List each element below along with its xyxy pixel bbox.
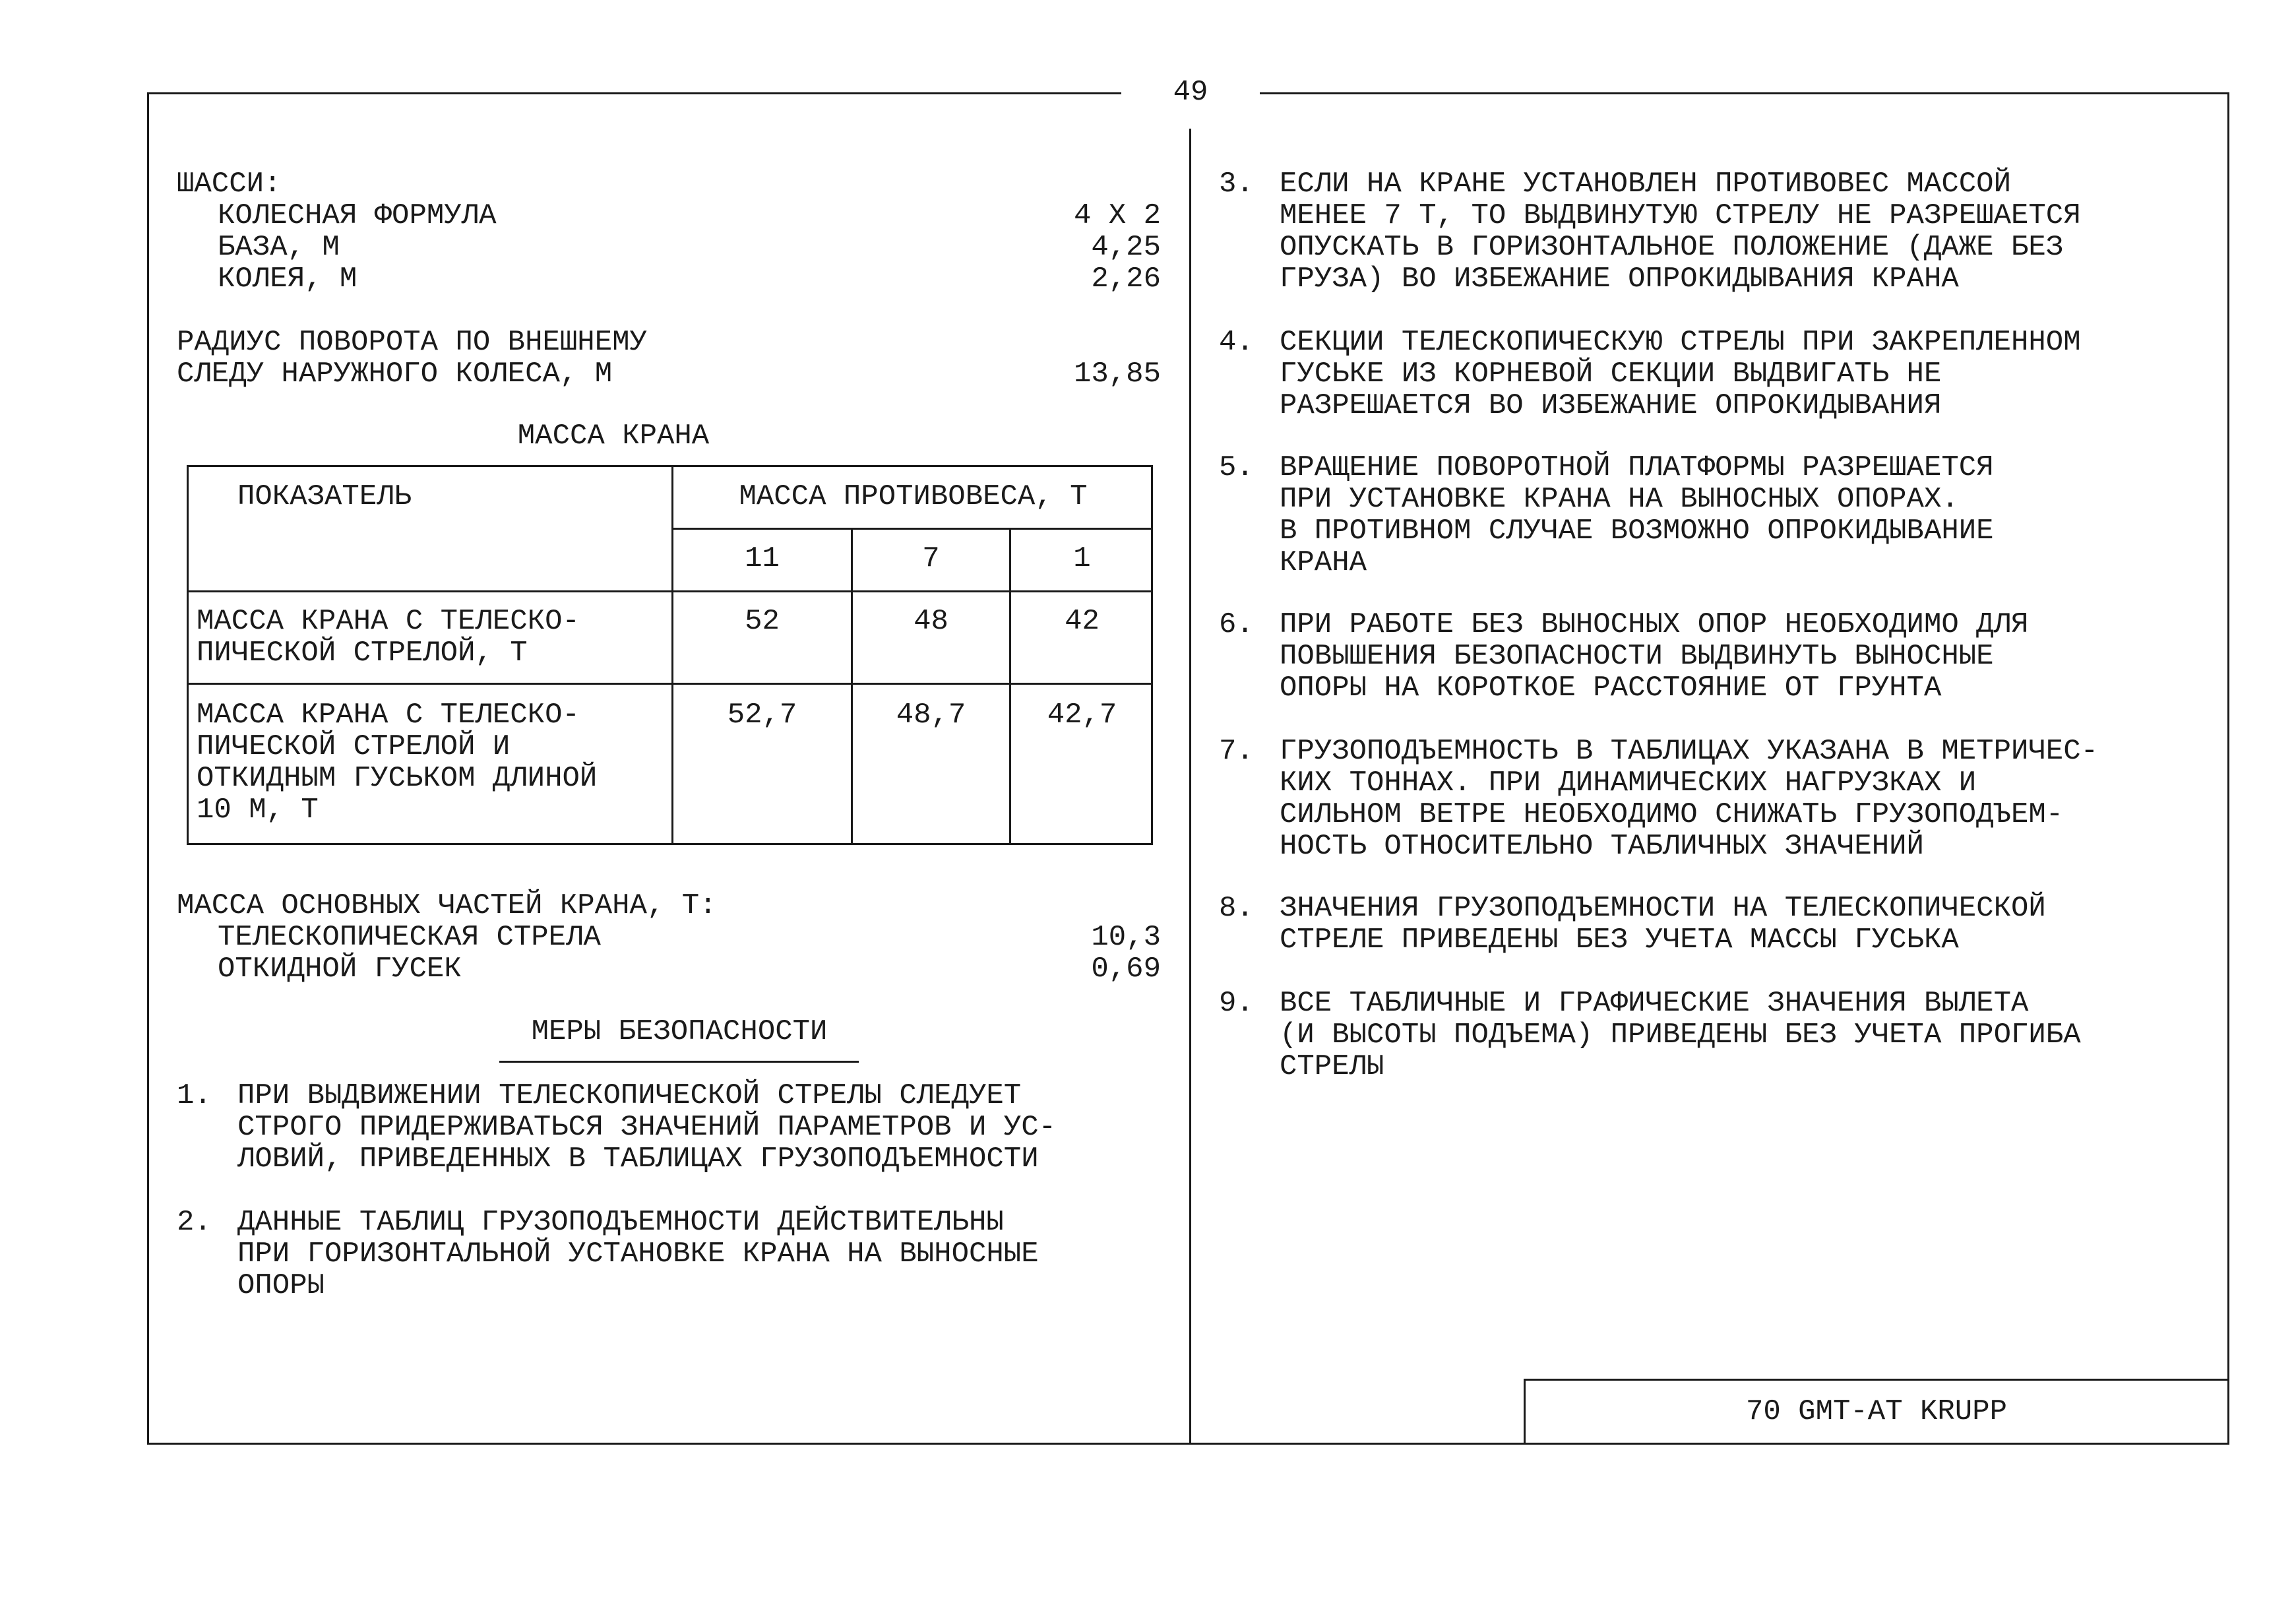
table-cell: 48 [914,605,948,638]
table-header-indicator: ПОКАЗАТЕЛЬ [237,480,412,513]
safety-item-number: 6. [1219,608,1254,641]
safety-item-line: КИХ ТОННАХ. ПРИ ДИНАМИЧЕСКИХ НАГРУЗКАХ И [1280,767,1977,800]
table-row-label: ПИЧЕСКОЙ СТРЕЛОЙ И [197,730,511,763]
safety-item-number: 2. [177,1206,212,1239]
table-row-label: МАССА КРАНА С ТЕЛЕСКО- [197,699,580,732]
frame-left [147,92,149,1445]
parts-row-label: ТЕЛЕСКОПИЧЕСКАЯ СТРЕЛА [218,921,601,954]
safety-item-line: ЛОВИЙ, ПРИВЕДЕННЫХ В ТАБЛИЦАХ ГРУЗОПОДЪЕМНОСТИ [237,1143,1039,1176]
safety-item-line: ОПОРЫ [237,1269,325,1302]
parts-row-label: ОТКИДНОЙ ГУСЕК [218,953,462,986]
chassis-row-value: 4 X 2 [1073,199,1161,232]
safety-item-line: ПОВЫШЕНИЯ БЕЗОПАСНОСТИ ВЫДВИНУТЬ ВЫНОСНЫЕ [1280,640,1994,673]
safety-item-number: 1. [177,1079,212,1112]
stamp-text: 70 GMT-AT KRUPP [1745,1395,2008,1428]
table-hline [187,590,1153,592]
safety-item-line: (И ВЫСОТЫ ПОДЪЕМА) ПРИВЕДЕНЫ БЕЗ УЧЕТА ПРОГИБА [1280,1019,2081,1052]
chassis-title: ШАССИ: [177,168,282,201]
safety-item-number: 8. [1219,892,1254,925]
safety-item-line: ПРИ ВЫДВИЖЕНИИ ТЕЛЕСКОПИЧЕСКОЙ СТРЕЛЫ СЛЕДУЕТ [237,1079,1022,1112]
parts-row-value: 0,69 [1091,953,1161,986]
frame-top-right [1260,92,2229,94]
counterweight-value: 1 [1073,542,1091,575]
table-cell: 52 [745,605,780,638]
safety-item-line: РАЗРЕШАЕТСЯ ВО ИЗБЕЖАНИЕ ОПРОКИДЫВАНИЯ [1280,389,1942,422]
counterweight-value: 11 [745,542,780,575]
safety-item-line: ГРУЗОПОДЪЕМНОСТЬ В ТАБЛИЦАХ УКАЗАНА В МЕТРИЧЕС- [1280,735,2099,768]
column-divider [1189,129,1191,1445]
frame-top-left [147,92,1121,94]
turning-radius-label-2: СЛЕДУ НАРУЖНОГО КОЛЕСА, М [177,358,613,391]
safety-item-line: СЕКЦИИ ТЕЛЕСКОПИЧЕСКУЮ СТРЕЛЫ ПРИ ЗАКРЕПЛЕННОМ [1280,326,2081,359]
table-vline [851,528,853,845]
table-cell: 48,7 [896,699,966,732]
chassis-row-value: 2,26 [1091,263,1161,296]
safety-item-number: 9. [1219,987,1254,1020]
safety-item-line: МЕНЕЕ 7 Т, ТО ВЫДВИНУТУЮ СТРЕЛУ НЕ РАЗРЕШАЕТСЯ [1280,199,2081,232]
turning-radius-value: 13,85 [1073,358,1161,391]
safety-item-line: СИЛЬНОМ ВЕТРЕ НЕОБХОДИМО СНИЖАТЬ ГРУЗОПОДЪЕМ- [1280,798,2064,831]
turning-radius-label-1: РАДИУС ПОВОРОТА ПО ВНЕШНЕМУ [177,326,647,359]
table-vline [671,465,673,845]
frame-bottom [147,1443,2229,1445]
safety-title: МЕРЫ БЕЗОПАСНОСТИ [531,1015,828,1048]
safety-item-line: ГРУЗА) ВО ИЗБЕЖАНИЕ ОПРОКИДЫВАНИЯ КРАНА [1280,263,1959,296]
safety-item-line: КРАНА [1280,546,1367,579]
table-row-label: ПИЧЕСКОЙ СТРЕЛОЙ, Т [197,637,528,670]
safety-item-line: ВСЕ ТАБЛИЧНЫЕ И ГРАФИЧЕСКИЕ ЗНАЧЕНИЯ ВЫЛЕТА [1280,987,2029,1020]
chassis-row-label: КОЛЕЯ, М [218,263,357,296]
safety-item-line: СТРЕЛЕ ПРИВЕДЕНЫ БЕЗ УЧЕТА МАССЫ ГУСЬКА [1280,924,1959,957]
safety-item-line: ЗНАЧЕНИЯ ГРУЗОПОДЪЕМНОСТИ НА ТЕЛЕСКОПИЧЕСКОЙ [1280,892,2046,925]
table-cell: 42,7 [1047,699,1117,732]
safety-item-line: ПРИ УСТАНОВКЕ КРАНА НА ВЫНОСНЫХ ОПОРАХ. [1280,483,1959,516]
safety-item-number: 4. [1219,326,1254,359]
safety-item-line: НОСТЬ ОТНОСИТЕЛЬНО ТАБЛИЧНЫХ ЗНАЧЕНИЙ [1280,830,1924,863]
safety-item-line: ОПОРЫ НА КОРОТКОЕ РАССТОЯНИЕ ОТ ГРУНТА [1280,672,1942,705]
safety-item-number: 7. [1219,735,1254,768]
chassis-row-value: 4,25 [1091,231,1161,264]
safety-item-line: В ПРОТИВНОМ СЛУЧАЕ ВОЗМОЖНО ОПРОКИДЫВАНИЕ [1280,515,1994,548]
safety-item-line: ВРАЩЕНИЕ ПОВОРОТНОЙ ПЛАТФОРМЫ РАЗРЕШАЕТСЯ [1280,451,1994,484]
parts-title: МАССА ОСНОВНЫХ ЧАСТЕЙ КРАНА, Т: [177,889,717,922]
safety-item-line: ОПУСКАТЬ В ГОРИЗОНТАЛЬНОЕ ПОЛОЖЕНИЕ (ДАЖЕ БЕЗ [1280,231,2064,264]
safety-item-line: СТРОГО ПРИДЕРЖИВАТЬСЯ ЗНАЧЕНИЙ ПАРАМЕТРОВ И УС- [237,1111,1057,1144]
safety-item-line: ПРИ РАБОТЕ БЕЗ ВЫНОСНЫХ ОПОР НЕОБХОДИМО ДЛЯ [1280,608,2029,641]
table-cell: 42 [1065,605,1100,638]
safety-item-line: ДАННЫЕ ТАБЛИЦ ГРУЗОПОДЪЕМНОСТИ ДЕЙСТВИТЕЛЬНЫ [237,1206,1004,1239]
table-hline [671,528,1153,530]
page-number: 49 [1173,76,1208,109]
table-hline [187,683,1153,685]
safety-item-line: ЕСЛИ НА КРАНЕ УСТАНОВЛЕН ПРОТИВОВЕС МАССОЙ [1280,168,2011,201]
safety-item-number: 5. [1219,451,1254,484]
parts-row-value: 10,3 [1091,921,1161,954]
chassis-row-label: КОЛЕСНАЯ ФОРМУЛА [218,199,497,232]
table-cell: 52,7 [727,699,797,732]
table-header-counterweight: МАССА ПРОТИВОВЕСА, Т [739,480,1088,513]
safety-item-number: 3. [1219,168,1254,201]
chassis-row-label: БАЗА, М [218,231,340,264]
table-row-label: ОТКИДНЫМ ГУСЬКОМ ДЛИНОЙ [197,762,598,795]
safety-title-underline [499,1061,859,1063]
stamp-box-top [1524,1379,2229,1381]
table-row-label: МАССА КРАНА С ТЕЛЕСКО- [197,605,580,638]
safety-item-line: СТРЕЛЫ [1280,1050,1384,1083]
table-row-label: 10 М, Т [197,794,319,827]
safety-item-line: ГУСЬКЕ ИЗ КОРНЕВОЙ СЕКЦИИ ВЫДВИГАТЬ НЕ [1280,358,1942,391]
safety-item-line: ПРИ ГОРИЗОНТАЛЬНОЙ УСТАНОВКЕ КРАНА НА ВЫНОСНЫЕ [237,1238,1039,1271]
frame-right [2227,92,2229,1445]
table-vline [1009,528,1011,845]
counterweight-value: 7 [922,542,940,575]
mass-table-title: МАССА КРАНА [517,420,710,453]
